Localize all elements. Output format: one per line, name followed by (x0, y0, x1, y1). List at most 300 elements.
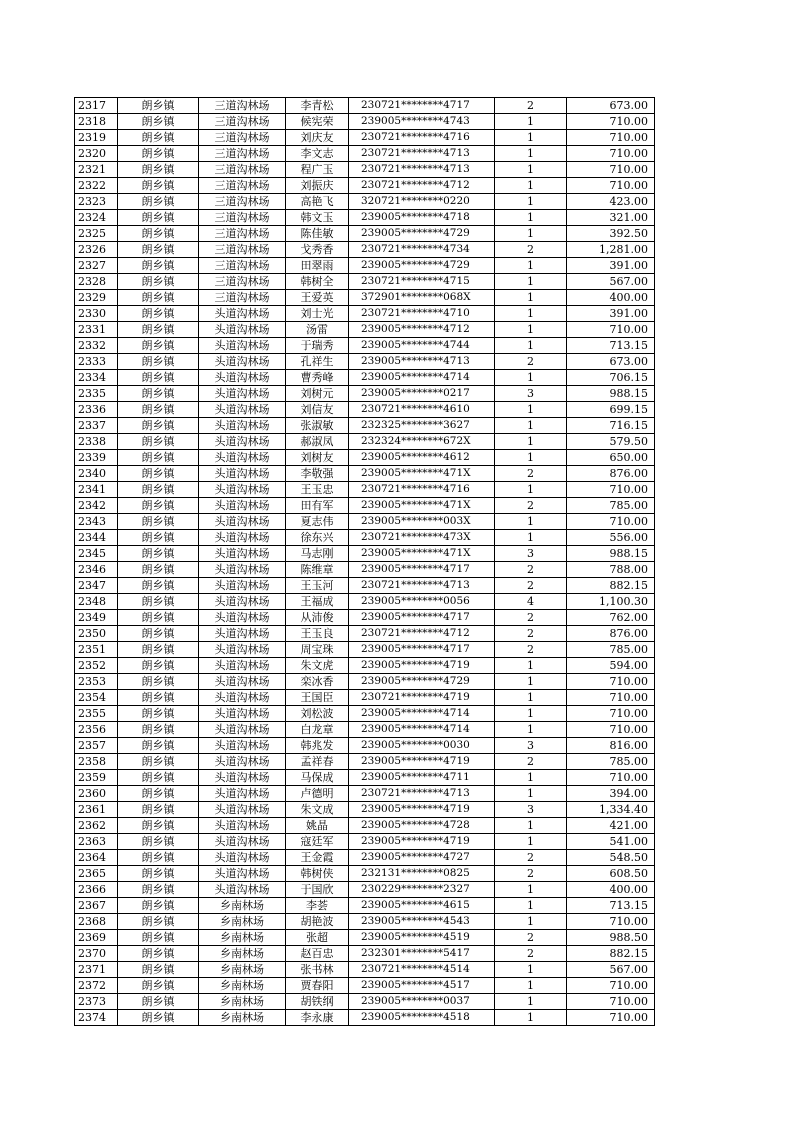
amount-cell: 710.00 (567, 482, 655, 498)
name-cell: 陈维章 (286, 562, 349, 578)
count-cell: 1 (495, 962, 567, 978)
township-cell: 朗乡镇 (118, 866, 199, 882)
forest-farm-cell: 头道沟林场 (199, 434, 286, 450)
forest-farm-cell: 头道沟林场 (199, 578, 286, 594)
table-row (75, 386, 655, 402)
id-number-cell: 320721********0220 (349, 194, 495, 210)
table-row (75, 978, 655, 994)
forest-farm-cell: 三道沟林场 (199, 178, 286, 194)
row-number: 2344 (75, 530, 118, 546)
name-cell: 张书林 (286, 962, 349, 978)
amount-cell: 421.00 (567, 818, 655, 834)
row-number: 2326 (75, 242, 118, 258)
id-number-cell: 239005********0037 (349, 994, 495, 1010)
count-cell: 1 (495, 194, 567, 210)
id-number-cell: 239005********4517 (349, 978, 495, 994)
township-cell: 朗乡镇 (118, 626, 199, 642)
township-cell: 朗乡镇 (118, 242, 199, 258)
count-cell: 2 (495, 498, 567, 514)
township-cell: 朗乡镇 (118, 370, 199, 386)
name-cell: 李敬强 (286, 466, 349, 482)
forest-farm-cell: 乡南林场 (199, 930, 286, 946)
township-cell: 朗乡镇 (118, 914, 199, 930)
id-number-cell: 239005********4717 (349, 642, 495, 658)
township-cell: 朗乡镇 (118, 738, 199, 754)
forest-farm-cell: 头道沟林场 (199, 722, 286, 738)
name-cell: 王爱英 (286, 290, 349, 306)
name-cell: 孔祥生 (286, 354, 349, 370)
amount-cell: 391.00 (567, 258, 655, 274)
table-row (75, 722, 655, 738)
id-number-cell: 239005********4714 (349, 706, 495, 722)
name-cell: 陈佳敏 (286, 226, 349, 242)
count-cell: 1 (495, 530, 567, 546)
name-cell: 赵百忠 (286, 946, 349, 962)
row-number: 2318 (75, 114, 118, 130)
name-cell: 高艳飞 (286, 194, 349, 210)
table-row (75, 146, 655, 162)
name-cell: 田有军 (286, 498, 349, 514)
id-number-cell: 230721********4713 (349, 162, 495, 178)
township-cell: 朗乡镇 (118, 802, 199, 818)
name-cell: 姚晶 (286, 818, 349, 834)
forest-farm-cell: 头道沟林场 (199, 418, 286, 434)
amount-cell: 710.00 (567, 162, 655, 178)
forest-farm-cell: 头道沟林场 (199, 594, 286, 610)
amount-cell: 785.00 (567, 498, 655, 514)
township-cell: 朗乡镇 (118, 530, 199, 546)
table-row (75, 946, 655, 962)
row-number: 2333 (75, 354, 118, 370)
count-cell: 1 (495, 786, 567, 802)
name-cell: 孟祥春 (286, 754, 349, 770)
table-row (75, 258, 655, 274)
id-number-cell: 239005********4612 (349, 450, 495, 466)
count-cell: 1 (495, 178, 567, 194)
township-cell: 朗乡镇 (118, 178, 199, 194)
table-row (75, 898, 655, 914)
amount-cell: 400.00 (567, 290, 655, 306)
table-row (75, 402, 655, 418)
amount-cell: 788.00 (567, 562, 655, 578)
township-cell: 朗乡镇 (118, 1010, 199, 1026)
table-row (75, 274, 655, 290)
name-cell: 李永康 (286, 1010, 349, 1026)
count-cell: 2 (495, 578, 567, 594)
township-cell: 朗乡镇 (118, 834, 199, 850)
amount-cell: 710.00 (567, 914, 655, 930)
id-number-cell: 239005********4719 (349, 802, 495, 818)
township-cell: 朗乡镇 (118, 466, 199, 482)
forest-farm-cell: 乡南林场 (199, 914, 286, 930)
name-cell: 郝淑凤 (286, 434, 349, 450)
forest-farm-cell: 三道沟林场 (199, 210, 286, 226)
forest-farm-cell: 乡南林场 (199, 962, 286, 978)
name-cell: 王玉河 (286, 578, 349, 594)
forest-farm-cell: 三道沟林场 (199, 274, 286, 290)
name-cell: 刘松波 (286, 706, 349, 722)
table-row (75, 354, 655, 370)
count-cell: 2 (495, 354, 567, 370)
amount-cell: 710.00 (567, 146, 655, 162)
id-number-cell: 232131********0825 (349, 866, 495, 882)
name-cell: 王金霞 (286, 850, 349, 866)
id-number-cell: 239005********4717 (349, 562, 495, 578)
row-number: 2374 (75, 1010, 118, 1026)
id-number-cell: 230721********4710 (349, 306, 495, 322)
township-cell: 朗乡镇 (118, 226, 199, 242)
count-cell: 1 (495, 834, 567, 850)
count-cell: 1 (495, 658, 567, 674)
row-number: 2366 (75, 882, 118, 898)
row-number: 2372 (75, 978, 118, 994)
amount-cell: 876.00 (567, 466, 655, 482)
amount-cell: 882.15 (567, 578, 655, 594)
id-number-cell: 239005********4712 (349, 322, 495, 338)
forest-farm-cell: 三道沟林场 (199, 242, 286, 258)
table-row (75, 930, 655, 946)
amount-cell: 400.00 (567, 882, 655, 898)
amount-cell: 391.00 (567, 306, 655, 322)
table-row (75, 658, 655, 674)
id-number-cell: 239005********4519 (349, 930, 495, 946)
name-cell: 田翠雨 (286, 258, 349, 274)
id-number-cell: 232325********3627 (349, 418, 495, 434)
forest-farm-cell: 三道沟林场 (199, 290, 286, 306)
forest-farm-cell: 头道沟林场 (199, 338, 286, 354)
forest-farm-cell: 头道沟林场 (199, 850, 286, 866)
amount-cell: 567.00 (567, 962, 655, 978)
forest-farm-cell: 头道沟林场 (199, 690, 286, 706)
id-number-cell: 230721********4713 (349, 578, 495, 594)
id-number-cell: 230721********4712 (349, 626, 495, 642)
row-number: 2353 (75, 674, 118, 690)
forest-farm-cell: 头道沟林场 (199, 354, 286, 370)
name-cell: 马志刚 (286, 546, 349, 562)
amount-cell: 762.00 (567, 610, 655, 626)
row-number: 2323 (75, 194, 118, 210)
forest-farm-cell: 头道沟林场 (199, 770, 286, 786)
name-cell: 王玉良 (286, 626, 349, 642)
id-number-cell: 239005********0056 (349, 594, 495, 610)
name-cell: 李青松 (286, 98, 349, 114)
count-cell: 2 (495, 754, 567, 770)
row-number: 2332 (75, 338, 118, 354)
forest-farm-cell: 头道沟林场 (199, 738, 286, 754)
township-cell: 朗乡镇 (118, 690, 199, 706)
township-cell: 朗乡镇 (118, 818, 199, 834)
id-number-cell: 230721********4716 (349, 130, 495, 146)
row-number: 2324 (75, 210, 118, 226)
count-cell: 2 (495, 562, 567, 578)
amount-cell: 710.00 (567, 690, 655, 706)
forest-farm-cell: 头道沟林场 (199, 450, 286, 466)
forest-farm-cell: 头道沟林场 (199, 754, 286, 770)
name-cell: 刘树友 (286, 450, 349, 466)
name-cell: 程广玉 (286, 162, 349, 178)
amount-cell: 394.00 (567, 786, 655, 802)
township-cell: 朗乡镇 (118, 434, 199, 450)
table-row (75, 98, 655, 114)
amount-cell: 710.00 (567, 178, 655, 194)
township-cell: 朗乡镇 (118, 290, 199, 306)
row-number: 2354 (75, 690, 118, 706)
township-cell: 朗乡镇 (118, 898, 199, 914)
count-cell: 2 (495, 466, 567, 482)
township-cell: 朗乡镇 (118, 402, 199, 418)
table-row (75, 178, 655, 194)
township-cell: 朗乡镇 (118, 338, 199, 354)
count-cell: 3 (495, 546, 567, 562)
count-cell: 1 (495, 290, 567, 306)
row-number: 2365 (75, 866, 118, 882)
amount-cell: 882.15 (567, 946, 655, 962)
count-cell: 1 (495, 706, 567, 722)
row-number: 2322 (75, 178, 118, 194)
name-cell: 张淑敏 (286, 418, 349, 434)
id-number-cell: 239005********4615 (349, 898, 495, 914)
row-number: 2328 (75, 274, 118, 290)
table-row (75, 610, 655, 626)
row-number: 2371 (75, 962, 118, 978)
name-cell: 刘树元 (286, 386, 349, 402)
amount-cell: 706.15 (567, 370, 655, 386)
amount-cell: 699.15 (567, 402, 655, 418)
count-cell: 2 (495, 850, 567, 866)
id-number-cell: 230721********473X (349, 530, 495, 546)
id-number-cell: 230721********4713 (349, 146, 495, 162)
township-cell: 朗乡镇 (118, 850, 199, 866)
id-number-cell: 230721********4514 (349, 962, 495, 978)
amount-cell: 321.00 (567, 210, 655, 226)
amount-cell: 1,100.30 (567, 594, 655, 610)
count-cell: 1 (495, 674, 567, 690)
name-cell: 卢德明 (286, 786, 349, 802)
row-number: 2347 (75, 578, 118, 594)
table-row (75, 850, 655, 866)
count-cell: 2 (495, 866, 567, 882)
forest-farm-cell: 三道沟林场 (199, 226, 286, 242)
row-number: 2335 (75, 386, 118, 402)
amount-cell: 710.00 (567, 978, 655, 994)
table-row (75, 818, 655, 834)
row-number: 2362 (75, 818, 118, 834)
count-cell: 1 (495, 914, 567, 930)
amount-cell: 541.00 (567, 834, 655, 850)
amount-cell: 713.15 (567, 898, 655, 914)
id-number-cell: 239005********0217 (349, 386, 495, 402)
row-number: 2346 (75, 562, 118, 578)
township-cell: 朗乡镇 (118, 546, 199, 562)
count-cell: 1 (495, 210, 567, 226)
township-cell: 朗乡镇 (118, 322, 199, 338)
count-cell: 3 (495, 738, 567, 754)
id-number-cell: 239005********003X (349, 514, 495, 530)
township-cell: 朗乡镇 (118, 514, 199, 530)
township-cell: 朗乡镇 (118, 658, 199, 674)
township-cell: 朗乡镇 (118, 98, 199, 114)
id-number-cell: 239005********4729 (349, 674, 495, 690)
forest-farm-cell: 头道沟林场 (199, 386, 286, 402)
forest-farm-cell: 头道沟林场 (199, 658, 286, 674)
township-cell: 朗乡镇 (118, 386, 199, 402)
name-cell: 韩树侠 (286, 866, 349, 882)
forest-farm-cell: 头道沟林场 (199, 370, 286, 386)
table-row (75, 962, 655, 978)
township-cell: 朗乡镇 (118, 578, 199, 594)
id-number-cell: 230721********4715 (349, 274, 495, 290)
id-number-cell: 239005********4728 (349, 818, 495, 834)
name-cell: 韩树全 (286, 274, 349, 290)
table-row (75, 514, 655, 530)
forest-farm-cell: 头道沟林场 (199, 786, 286, 802)
row-number: 2357 (75, 738, 118, 754)
name-cell: 刘庆友 (286, 130, 349, 146)
row-number: 2337 (75, 418, 118, 434)
id-number-cell: 239005********471X (349, 498, 495, 514)
township-cell: 朗乡镇 (118, 130, 199, 146)
amount-cell: 548.50 (567, 850, 655, 866)
amount-cell: 392.50 (567, 226, 655, 242)
table-row (75, 210, 655, 226)
id-number-cell: 230721********4713 (349, 786, 495, 802)
forest-farm-cell: 乡南林场 (199, 978, 286, 994)
count-cell: 1 (495, 482, 567, 498)
table-row (75, 882, 655, 898)
forest-farm-cell: 头道沟林场 (199, 466, 286, 482)
count-cell: 4 (495, 594, 567, 610)
forest-farm-cell: 乡南林场 (199, 946, 286, 962)
township-cell: 朗乡镇 (118, 754, 199, 770)
amount-cell: 710.00 (567, 706, 655, 722)
table-row (75, 242, 655, 258)
id-number-cell: 230721********4734 (349, 242, 495, 258)
table-row (75, 802, 655, 818)
amount-cell: 710.00 (567, 994, 655, 1010)
row-number: 2342 (75, 498, 118, 514)
count-cell: 1 (495, 162, 567, 178)
table-row (75, 754, 655, 770)
amount-cell: 710.00 (567, 770, 655, 786)
forest-farm-cell: 头道沟林场 (199, 514, 286, 530)
count-cell: 1 (495, 450, 567, 466)
count-cell: 1 (495, 514, 567, 530)
forest-farm-cell: 头道沟林场 (199, 706, 286, 722)
count-cell: 3 (495, 802, 567, 818)
amount-cell: 785.00 (567, 754, 655, 770)
id-number-cell: 239005********4714 (349, 722, 495, 738)
count-cell: 1 (495, 226, 567, 242)
row-number: 2352 (75, 658, 118, 674)
name-cell: 夏志伟 (286, 514, 349, 530)
row-number: 2355 (75, 706, 118, 722)
count-cell: 3 (495, 386, 567, 402)
count-cell: 1 (495, 818, 567, 834)
amount-cell: 1,281.00 (567, 242, 655, 258)
id-number-cell: 230721********4610 (349, 402, 495, 418)
row-number: 2339 (75, 450, 118, 466)
row-number: 2317 (75, 98, 118, 114)
forest-farm-cell: 头道沟林场 (199, 834, 286, 850)
table-row (75, 226, 655, 242)
row-number: 2360 (75, 786, 118, 802)
forest-farm-cell: 头道沟林场 (199, 802, 286, 818)
row-number: 2336 (75, 402, 118, 418)
name-cell: 刘士光 (286, 306, 349, 322)
township-cell: 朗乡镇 (118, 258, 199, 274)
name-cell: 汤雷 (286, 322, 349, 338)
count-cell: 1 (495, 258, 567, 274)
name-cell: 曹秀峰 (286, 370, 349, 386)
name-cell: 戈秀香 (286, 242, 349, 258)
row-number: 2319 (75, 130, 118, 146)
count-cell: 1 (495, 274, 567, 290)
township-cell: 朗乡镇 (118, 562, 199, 578)
id-number-cell: 239005********4729 (349, 258, 495, 274)
row-number: 2325 (75, 226, 118, 242)
count-cell: 1 (495, 882, 567, 898)
row-number: 2348 (75, 594, 118, 610)
row-number: 2321 (75, 162, 118, 178)
count-cell: 1 (495, 146, 567, 162)
table-row (75, 338, 655, 354)
count-cell: 1 (495, 130, 567, 146)
table-row (75, 866, 655, 882)
township-cell: 朗乡镇 (118, 946, 199, 962)
table-row (75, 834, 655, 850)
amount-cell: 988.15 (567, 546, 655, 562)
amount-cell: 1,334.40 (567, 802, 655, 818)
township-cell: 朗乡镇 (118, 306, 199, 322)
id-number-cell: 239005********4744 (349, 338, 495, 354)
count-cell: 1 (495, 978, 567, 994)
row-number: 2370 (75, 946, 118, 962)
forest-farm-cell: 头道沟林场 (199, 626, 286, 642)
amount-cell: 556.00 (567, 530, 655, 546)
row-number: 2369 (75, 930, 118, 946)
count-cell: 1 (495, 1010, 567, 1026)
township-cell: 朗乡镇 (118, 450, 199, 466)
forest-farm-cell: 头道沟林场 (199, 674, 286, 690)
township-cell: 朗乡镇 (118, 978, 199, 994)
count-cell: 1 (495, 994, 567, 1010)
id-number-cell: 239005********4711 (349, 770, 495, 786)
amount-cell: 608.50 (567, 866, 655, 882)
name-cell: 刘振庆 (286, 178, 349, 194)
amount-cell: 988.50 (567, 930, 655, 946)
forest-farm-cell: 乡南林场 (199, 994, 286, 1010)
township-cell: 朗乡镇 (118, 418, 199, 434)
count-cell: 1 (495, 898, 567, 914)
table-row (75, 642, 655, 658)
row-number: 2343 (75, 514, 118, 530)
table-row (75, 194, 655, 210)
row-number: 2327 (75, 258, 118, 274)
amount-cell: 710.00 (567, 674, 655, 690)
id-number-cell: 239005********471X (349, 546, 495, 562)
id-number-cell: 232301********5417 (349, 946, 495, 962)
township-cell: 朗乡镇 (118, 722, 199, 738)
table-row (75, 626, 655, 642)
forest-farm-cell: 乡南林场 (199, 1010, 286, 1026)
amount-cell: 710.00 (567, 1010, 655, 1026)
count-cell: 1 (495, 402, 567, 418)
township-cell: 朗乡镇 (118, 706, 199, 722)
id-number-cell: 230721********4717 (349, 98, 495, 114)
row-number: 2340 (75, 466, 118, 482)
name-cell: 李荟 (286, 898, 349, 914)
township-cell: 朗乡镇 (118, 162, 199, 178)
